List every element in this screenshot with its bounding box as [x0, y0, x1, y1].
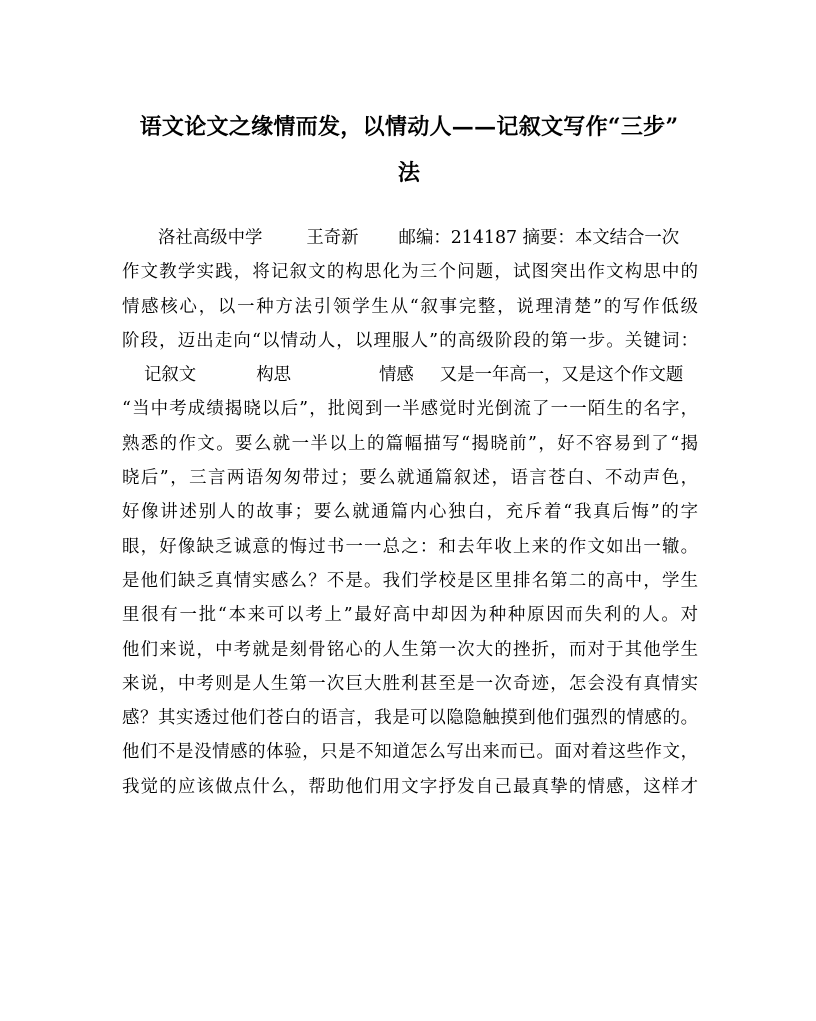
keyword-3: 情感 [378, 365, 414, 386]
paragraph-line: 来说，中考则是人生第一次巨大胜利甚至是一次奇迹，怎会没有真情实 [122, 673, 698, 694]
paragraph-line: 熟悉的作文。要么就一半以上的篇幅描写“揭晓前”，好不容易到了“揭 [122, 433, 698, 454]
abstract-lines [122, 255, 698, 358]
keyword-1: 记叙文 [144, 365, 197, 386]
abstract-line: 作文教学实践，将记叙文的构思化为三个问题，试图突出作文构思中的 [122, 262, 698, 283]
title-line-1: 语文论文之缘情而发，以情动人——记叙文写作“三步” [139, 114, 679, 140]
paragraph-line: “当中考成绩揭晓以后”，批阅到一半感觉时光倒流了一一陌生的名字， [122, 399, 698, 420]
paragraph-start: 又是一年高一，又是这个作文题 [439, 365, 684, 386]
paragraph-line: 里很有一批“本来可以考上”最好高中却因为种种原因而失利的人。对 [122, 605, 698, 626]
paragraph-lines [122, 392, 698, 804]
school-name: 洛社高级中学 [158, 228, 263, 248]
document-body [122, 221, 698, 804]
abstract-line: 阶段，迈出走向“以情动人，以理服人”的高级阶段的第一步。关键词： [122, 330, 698, 351]
paragraph-line: 是他们缺乏真情实感么？不是。我们学校是区里排名第二的高中，学生 [122, 570, 698, 591]
document-title [122, 104, 696, 196]
header-line [122, 221, 698, 255]
paragraph-line: 我觉的应该做点什么，帮助他们用文字抒发自己最真挚的情感，这样才 [122, 776, 698, 797]
keywords-line [122, 358, 698, 392]
paragraph-line: 感？其实透过他们苍白的语言，我是可以隐隐触摸到他们强烈的情感的。 [122, 708, 698, 729]
title-line-2: 法 [397, 160, 421, 186]
paragraph-line: 好像讲述别人的故事；要么就通篇内心独白，充斥着“我真后悔”的字 [122, 502, 698, 523]
abstract-line: 情感核心，以一种方法引领学生从“叙事完整，说理清楚”的写作低级 [122, 296, 698, 317]
abstract-start: 摘要：本文结合一次 [522, 228, 680, 248]
paragraph-line: 眼，好像缺乏诚意的悔过书一一总之：和去年收上来的作文如出一辙。 [122, 536, 698, 557]
paragraph-line: 晓后”，三言两语匆匆带过；要么就通篇叙述，语言苍白、不动声色， [122, 468, 698, 489]
keyword-2: 构思 [256, 365, 291, 386]
author-name: 王奇新 [306, 228, 359, 248]
paragraph-line: 他们不是没情感的体验，只是不知道怎么写出来而已。面对着这些作文， [122, 742, 698, 763]
postcode: 邮编：214187 [398, 228, 518, 248]
paragraph-line: 他们来说，中考就是刻骨铭心的人生第一次大的挫折，而对于其他学生 [122, 639, 698, 660]
